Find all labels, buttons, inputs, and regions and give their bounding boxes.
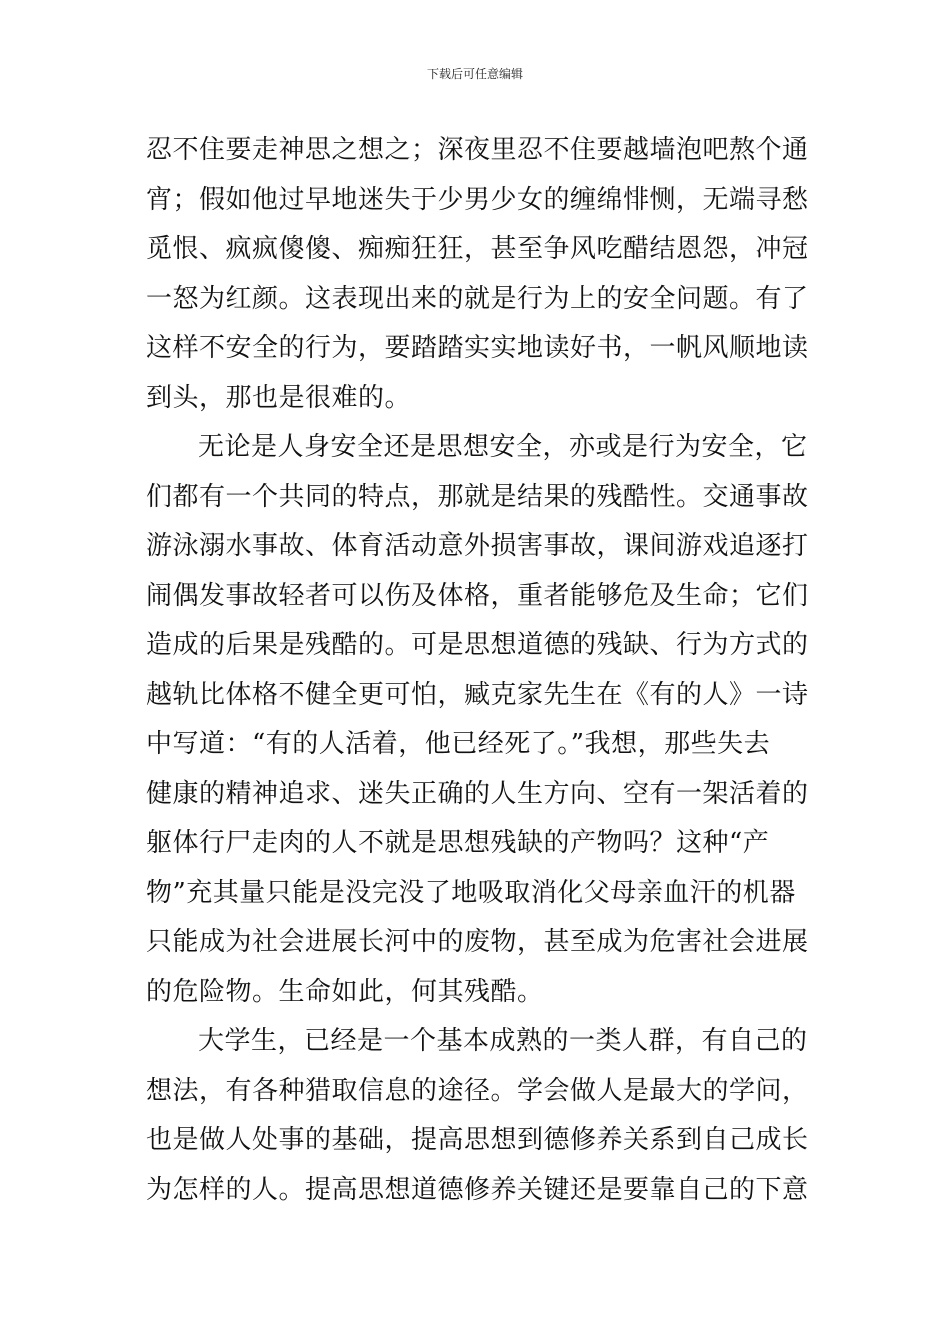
paragraph-start-line: 大学生，已经是一个基本成熟的一类人群，有自己的	[198, 1026, 808, 1056]
text-line: 们都有一个共同的特点，那就是结果的残酷性。交通事故	[146, 481, 809, 512]
text-line: 想法，有各种猎取信息的途径。学会做人是最大的学问，	[146, 1075, 809, 1106]
text-line: 宵；假如他过早地迷失于少男少女的缠绵悱恻，无端寻愁	[146, 184, 809, 215]
text-line: 忍不住要走神思之想之；深夜里忍不住要越墙泡吧熬个通	[146, 135, 809, 165]
text-line: 越轨比体格不健全更可怕，臧克家先生在《有的人》一诗	[146, 679, 809, 710]
text-line: 为怎样的人。提高思想道德修养关键还是要靠自己的下意	[146, 1174, 809, 1205]
text-line: 闹偶发事故轻者可以伤及体格，重者能够危及生命；它们	[146, 580, 809, 611]
text-line: 到头，那也是很难的。	[146, 382, 412, 413]
document-body	[146, 126, 809, 1215]
text-line: 躯体行尸走肉的人不就是思想残缺的产物吗？这种“产	[146, 828, 770, 858]
text-line: 中写道：“有的人活着，他已经死了。”我想，那些失去	[146, 729, 771, 759]
text-line: 只能成为社会进展长河中的废物，甚至成为危害社会进展	[146, 927, 809, 957]
text-line: 也是做人处事的基础，提高思想到德修养关系到自己成长	[146, 1125, 809, 1155]
text-line: 游泳溺水事故、体育活动意外损害事故，课间游戏追逐打	[146, 531, 809, 561]
text-line: 觅恨、疯疯傻傻、痴痴狂狂，甚至争风吃醋结恩怨，冲冠	[146, 234, 809, 264]
text-line: 的危险物。生命如此，何其残酷。	[146, 976, 544, 1007]
text-line: 一怒为红颜。这表现出来的就是行为上的安全问题。有了	[146, 283, 809, 314]
page-header: 下载后可任意编辑	[426, 67, 523, 81]
text-line: 健康的精神追求、迷失正确的人生方向、空有一架活着的	[146, 778, 809, 809]
text-line: 这样不安全的行为，要踏踏实实地读好书，一帆风顺地读	[146, 333, 809, 363]
text-line: 造成的后果是残酷的。可是思想道德的残缺、行为方式的	[146, 630, 809, 660]
text-line: 物”充其量只能是没完没了地吸取消化父母亲血汗的机器	[146, 877, 796, 908]
paragraph-start-line: 无论是人身安全还是思想安全，亦或是行为安全，它	[198, 432, 808, 462]
